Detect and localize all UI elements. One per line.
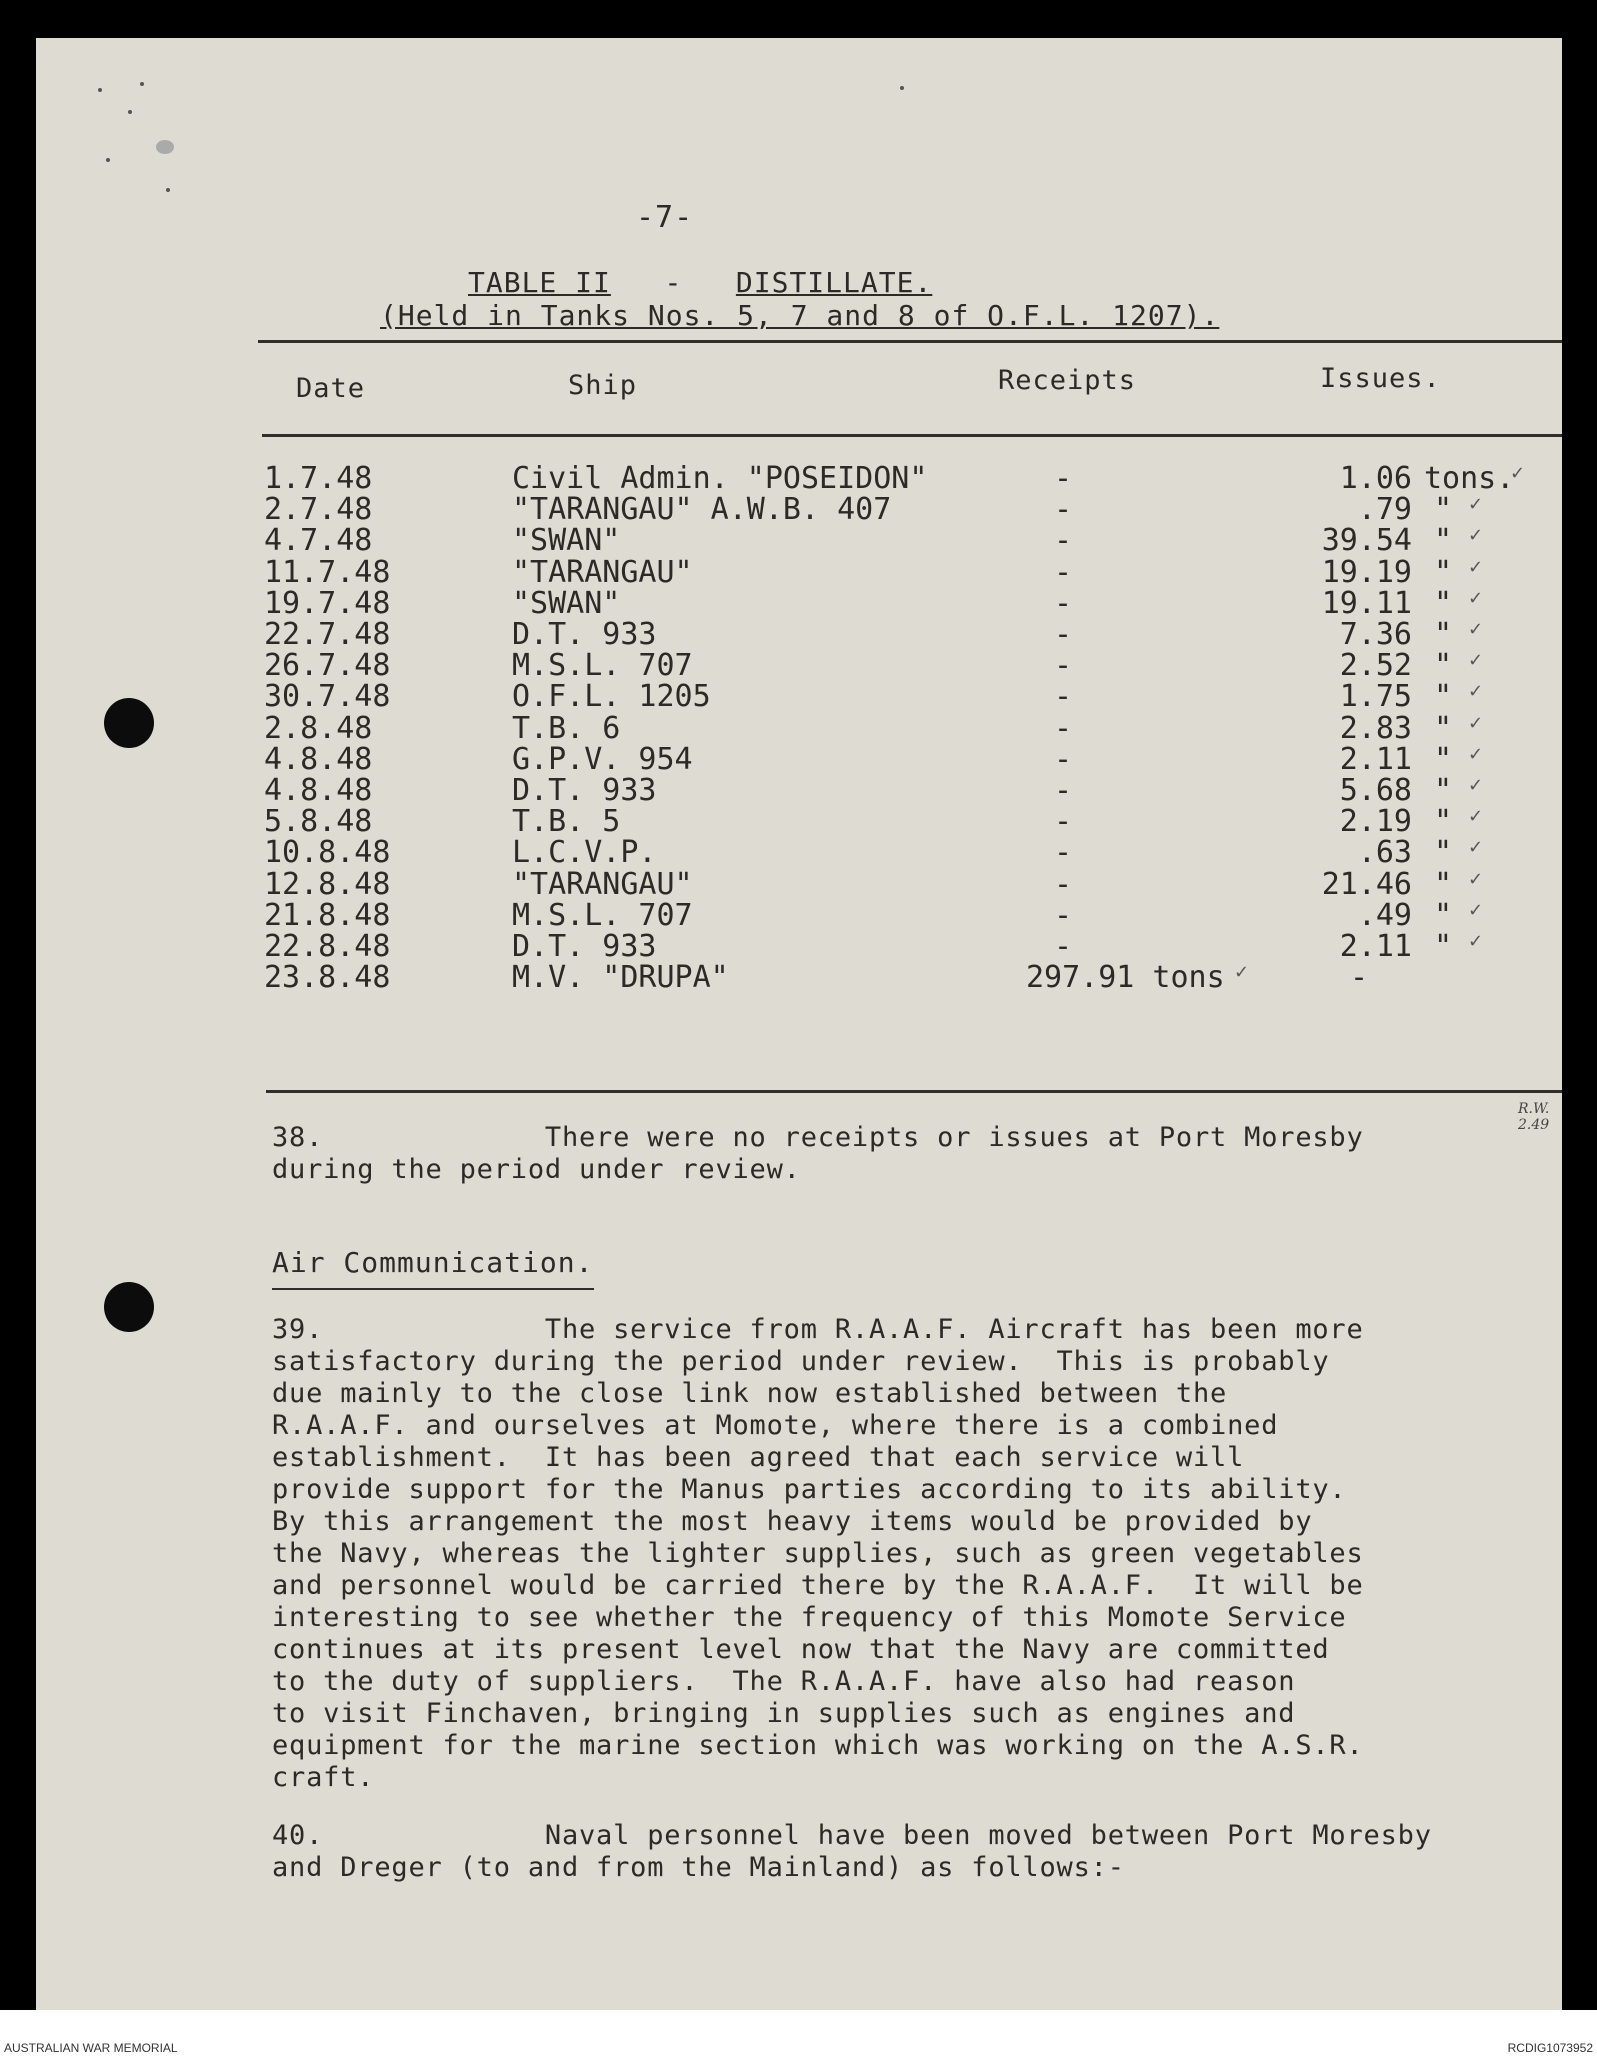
row-receipts: - bbox=[1054, 835, 1073, 871]
check-mark-icon: ✓ bbox=[1468, 899, 1484, 921]
row-issues: 2.11 bbox=[1339, 741, 1412, 777]
footer-left: AUSTRALIAN WAR MEMORIAL bbox=[4, 2041, 178, 2055]
row-issues: 39.54 bbox=[1321, 523, 1412, 559]
row-date: 21.8.48 bbox=[264, 897, 391, 933]
row-ship: O.F.L. 1205 bbox=[512, 679, 711, 715]
row-ship: "TARANGAU" bbox=[512, 866, 693, 902]
row-issues: - bbox=[1349, 960, 1368, 996]
row-ship: "SWAN" bbox=[512, 585, 621, 621]
row-date: 23.8.48 bbox=[264, 960, 391, 996]
header-receipts: Receipts bbox=[998, 365, 1137, 396]
row-receipts: - bbox=[1054, 897, 1073, 933]
table-row bbox=[36, 585, 1562, 621]
paragraph-40: 40. Naval personnel have been moved between Port Moresby and Dreger (to and from the Mainland) as follows:- bbox=[272, 1820, 1432, 1883]
table-subtitle: (Held in Tanks Nos. 5, 7 and 8 of O.F.L. 1207). bbox=[380, 299, 1220, 332]
table-row bbox=[36, 554, 1562, 590]
check-mark-icon: ✓ bbox=[1468, 650, 1484, 672]
header-issues: Issues. bbox=[1320, 363, 1441, 394]
table-row bbox=[36, 773, 1562, 808]
row-receipts: - bbox=[1054, 710, 1073, 746]
row-ship: "TARANGAU" bbox=[512, 554, 693, 590]
row-date: 2.8.48 bbox=[264, 710, 373, 746]
row-issues: 2.83 bbox=[1339, 710, 1412, 746]
row-unit: " bbox=[1434, 617, 1453, 652]
row-unit: " bbox=[1434, 523, 1453, 559]
check-mark-icon: ✓ bbox=[1468, 712, 1484, 734]
check-mark-icon: ✓ bbox=[1510, 463, 1526, 484]
row-date: 1.7.48 bbox=[264, 461, 373, 496]
paragraph-39: 39. The service from R.A.A.F. Aircraft has been more satisfactory during the period under review. This is probably due mainly to the close link now established between the R.A.A.F. and ourselves at Momote, where there is a combined establishment. It has been agreed that each service will provide support for the Manus parties according to its ability. By this arrangement the most heavy items would be provided by the Navy, whereas the lighter supplies, such as green vegetables and personnel would be carried there by the R.A.A.F. It will be interesting to see whether the frequency of this Momote Service continues at its present level now that the Navy are committed to the duty of suppliers. The R.A.A.F. have also had reason to visit Finchaven, bringing in supplies such as engines and equipment for the marine section which was working on the A.S.R. craft. bbox=[272, 1314, 1364, 1793]
row-date: 22.7.48 bbox=[264, 617, 391, 652]
check-mark-icon: ✓ bbox=[1468, 681, 1484, 703]
page-number: -7- bbox=[636, 200, 694, 235]
row-receipts: - bbox=[1054, 554, 1073, 590]
row-date: 12.8.48 bbox=[264, 866, 391, 902]
check-mark-icon: ✓ bbox=[1234, 962, 1250, 984]
row-issues: 21.46 bbox=[1321, 866, 1412, 902]
table-title-part2: DISTILLATE. bbox=[735, 266, 933, 299]
table-bottom-rule bbox=[266, 1090, 1562, 1093]
document-page bbox=[36, 38, 1562, 2010]
row-receipts: - bbox=[1054, 461, 1073, 496]
section-heading: Air Communication. bbox=[272, 1246, 594, 1279]
table-row bbox=[36, 929, 1562, 964]
row-ship: G.P.V. 954 bbox=[512, 741, 693, 777]
row-unit: " bbox=[1434, 835, 1453, 871]
row-receipts: - bbox=[1054, 617, 1073, 652]
row-date: 4.8.48 bbox=[264, 741, 373, 777]
table-row bbox=[36, 960, 1562, 996]
row-issues: 1.75 bbox=[1339, 679, 1412, 715]
table-title bbox=[468, 266, 932, 299]
row-unit: " bbox=[1434, 492, 1453, 528]
archive-footer bbox=[0, 2010, 1597, 2061]
row-ship: M.S.L. 707 bbox=[512, 897, 693, 933]
row-unit: " bbox=[1434, 773, 1453, 808]
table-top-rule bbox=[258, 340, 1562, 343]
row-issues: .49 bbox=[1357, 897, 1412, 933]
check-mark-icon: ✓ bbox=[1468, 931, 1484, 952]
row-receipts: - bbox=[1054, 804, 1073, 840]
row-ship: D.T. 933 bbox=[512, 929, 657, 964]
check-mark-icon: ✓ bbox=[1468, 556, 1484, 578]
check-mark-icon: ✓ bbox=[1468, 868, 1484, 890]
row-date: 4.7.48 bbox=[264, 523, 373, 559]
row-issues: .79 bbox=[1357, 492, 1412, 528]
header-bottom-rule bbox=[262, 434, 1562, 437]
check-mark-icon: ✓ bbox=[1468, 837, 1484, 859]
row-ship: "TARANGAU" A.W.B. 407 bbox=[512, 492, 892, 528]
row-unit: tons. bbox=[1424, 461, 1515, 496]
check-mark-icon: ✓ bbox=[1468, 775, 1484, 796]
row-issues: 19.19 bbox=[1321, 554, 1412, 590]
table-row bbox=[36, 523, 1562, 559]
paper-speck bbox=[128, 110, 132, 114]
row-date: 5.8.48 bbox=[264, 804, 373, 840]
check-mark-icon: ✓ bbox=[1468, 525, 1484, 547]
row-unit: " bbox=[1434, 929, 1453, 964]
row-unit: " bbox=[1434, 897, 1453, 933]
row-issues: 2.19 bbox=[1339, 804, 1412, 840]
row-ship: L.C.V.P. bbox=[512, 835, 657, 871]
row-unit: " bbox=[1434, 804, 1453, 840]
table-row bbox=[36, 710, 1562, 746]
row-unit: " bbox=[1434, 648, 1453, 684]
row-ship: T.B. 6 bbox=[512, 710, 621, 746]
paper-speck bbox=[140, 82, 144, 86]
paper-speck bbox=[900, 86, 904, 90]
row-issues: 2.11 bbox=[1339, 929, 1412, 964]
table-row bbox=[36, 897, 1562, 933]
row-date: 26.7.48 bbox=[264, 648, 391, 684]
check-mark-icon: ✓ bbox=[1468, 494, 1484, 516]
row-receipts: - bbox=[1054, 523, 1073, 559]
footer-right: RCDIG1073952 bbox=[1507, 2041, 1593, 2055]
row-ship: M.V. "DRUPA" bbox=[512, 960, 729, 996]
table-title-separator: - bbox=[664, 266, 683, 299]
check-mark-icon: ✓ bbox=[1468, 587, 1484, 609]
row-issues: 1.06 bbox=[1339, 461, 1412, 496]
paper-speck bbox=[166, 188, 170, 192]
row-issues: 7.36 bbox=[1339, 617, 1412, 652]
table-title-part1: TABLE II bbox=[468, 266, 611, 299]
section-heading-underline bbox=[272, 1288, 594, 1290]
row-ship: Civil Admin. "POSEIDON" bbox=[512, 461, 928, 496]
row-date: 30.7.48 bbox=[264, 679, 391, 715]
row-ship: T.B. 5 bbox=[512, 804, 621, 840]
row-ship: M.S.L. 707 bbox=[512, 648, 693, 684]
row-receipts: - bbox=[1054, 929, 1073, 964]
check-mark-icon: ✓ bbox=[1468, 619, 1484, 640]
table-row bbox=[36, 866, 1562, 902]
header-date: Date bbox=[296, 373, 366, 404]
table-row bbox=[36, 492, 1562, 528]
row-issues: 2.52 bbox=[1339, 648, 1412, 684]
row-date: 22.8.48 bbox=[264, 929, 391, 964]
row-unit: " bbox=[1434, 741, 1453, 777]
check-mark-icon: ✓ bbox=[1468, 743, 1484, 765]
paper-speck bbox=[106, 158, 110, 162]
row-receipts: - bbox=[1054, 585, 1073, 621]
row-ship: D.T. 933 bbox=[512, 773, 657, 808]
paper-damage bbox=[156, 140, 174, 154]
header-ship: Ship bbox=[568, 370, 638, 401]
handwritten-annotation: R.W. 2.49 bbox=[1518, 1101, 1550, 1133]
table-row bbox=[36, 679, 1562, 715]
table-row bbox=[36, 804, 1562, 840]
row-issues: 19.11 bbox=[1321, 585, 1412, 621]
row-unit: " bbox=[1434, 554, 1453, 590]
punch-hole bbox=[104, 1282, 154, 1332]
check-mark-icon: ✓ bbox=[1468, 806, 1484, 828]
row-receipts: - bbox=[1054, 492, 1073, 528]
row-date: 2.7.48 bbox=[264, 492, 373, 528]
paragraph-38: 38. There were no receipts or issues at Port Moresby during the period under review. bbox=[272, 1122, 1364, 1185]
row-receipts: - bbox=[1054, 741, 1073, 777]
table-row bbox=[36, 461, 1562, 496]
row-issues: 5.68 bbox=[1339, 773, 1412, 808]
row-receipts: 297.91 tons bbox=[1026, 960, 1225, 996]
row-receipts: - bbox=[1054, 648, 1073, 684]
row-receipts: - bbox=[1054, 679, 1073, 715]
row-unit: " bbox=[1434, 866, 1453, 902]
row-receipts: - bbox=[1054, 866, 1073, 902]
row-date: 10.8.48 bbox=[264, 835, 391, 871]
table-row bbox=[36, 617, 1562, 652]
row-date: 11.7.48 bbox=[264, 554, 391, 590]
row-unit: " bbox=[1434, 585, 1453, 621]
table-row bbox=[36, 741, 1562, 777]
row-date: 19.7.48 bbox=[264, 585, 391, 621]
row-date: 4.8.48 bbox=[264, 773, 373, 808]
row-unit: " bbox=[1434, 710, 1453, 746]
table-row bbox=[36, 835, 1562, 871]
table-row bbox=[36, 648, 1562, 684]
row-unit: " bbox=[1434, 679, 1453, 715]
row-ship: "SWAN" bbox=[512, 523, 621, 559]
row-ship: D.T. 933 bbox=[512, 617, 657, 652]
row-issues: .63 bbox=[1357, 835, 1412, 871]
row-receipts: - bbox=[1054, 773, 1073, 808]
paper-speck bbox=[98, 88, 102, 92]
